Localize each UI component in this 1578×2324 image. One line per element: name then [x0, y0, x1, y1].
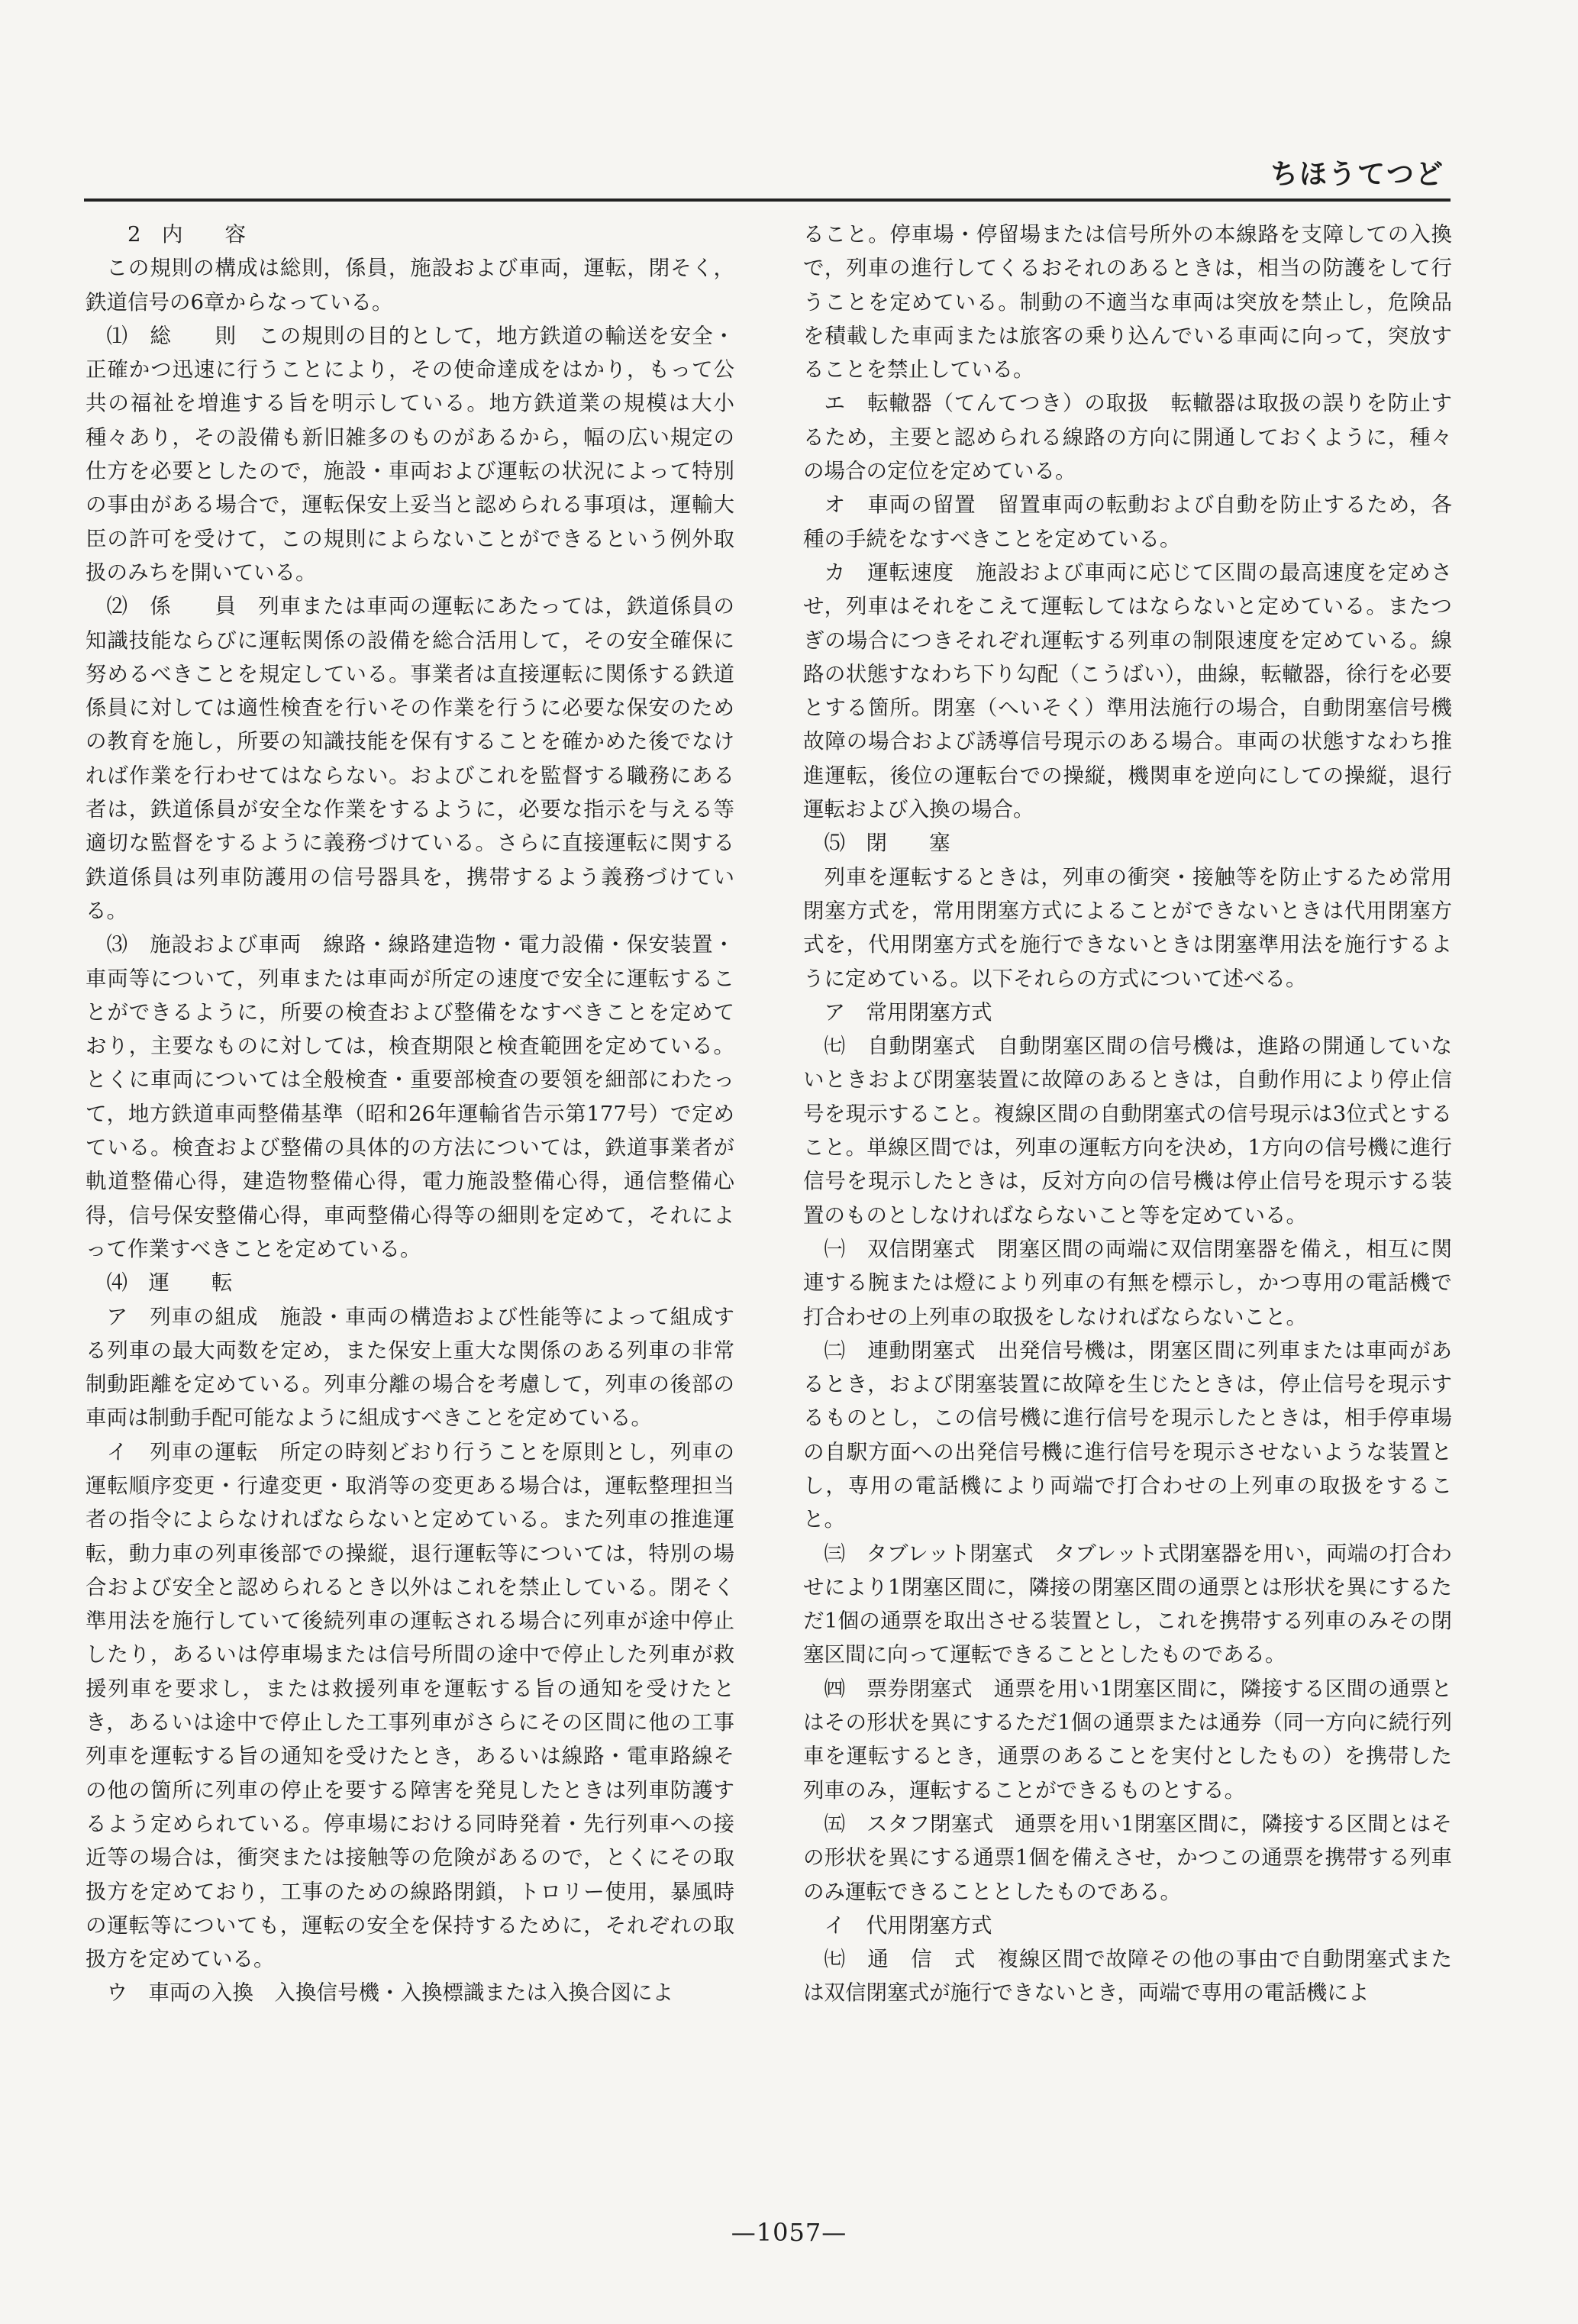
header-title: ちほうてつど — [1270, 158, 1444, 190]
left-column — [86, 218, 734, 2157]
paragraph: ⑴ 総 則 この規則の目的として，地方鉄道の輸送を安全・正確かつ迅速に行うことにより，その使命達成をはかり，もって公共の福祉を増進する旨を明示している。地方鉄道業の規模は大小種々あり，その設備も新旧雑多のものがあるから，幅の広い規定の仕方を必要としたので，施設・車両および運転の状況によって特別の事由がある場合で，運転保安上妥当と認められる事項は，運輸大臣の許可を受けて，この規則によらないことができるという例外取扱のみちを開いている。 — [86, 323, 734, 585]
paragraph: ア 常用閉塞方式 — [824, 999, 992, 1025]
paragraph: オ 車両の留置 留置車両の転動および自動を防止するため，各種の手続をなすべきことを定めている。 — [803, 492, 1452, 551]
running-header — [84, 145, 1451, 202]
paragraph: エ 転轍器（てんてつき）の取扱 転轍器は取扱の誤りを防止するため，主要と認められる線路の方向に開通しておくように，種々の場合の定位を定めている。 — [803, 391, 1452, 484]
paragraph: ること。停車場・停留場または信号所外の本線路を支障しての入換で，列車の進行してくるおそれのあるときは，相当の防護をして行うことを定めている。制動の不適当な車両は突放を禁止し，危険品を積載した車両または旅客の乗り込んでいる車両に向って，突放することを禁止している。 — [803, 222, 1452, 382]
paragraph: カ 運転速度 施設および車両に応じて区間の最高速度を定めさせ，列車はそれをこえて運転してはならないと定めている。またつぎの場合につきそれぞれ運転する列車の制限速度を定めている。線路の状態すなわち下り勾配（こうばい），曲線，転轍器，徐行を必要とする箇所。閉塞（へいそく）準用法施行の場合，自動閉塞信号機故障の場合および誘導信号現示のある場合。車両の状態すなわち推進運転，後位の運転台での操縦，機関車を逆向にしての操縦，退行運転および入換の場合。 — [803, 560, 1452, 822]
paragraph: イ 代用閉塞方式 — [824, 1912, 992, 1938]
paragraph: ⑷ 運 転 — [106, 1270, 233, 1296]
paragraph: この規則の構成は総則，係員，施設および車両，運転，閉そく，鉄道信号の6章からなっている。 — [86, 256, 734, 315]
paragraph: 列車を運転するときは，列車の衝突・接触等を防止するため常用閉塞方式を，常用閉塞方式によることができないときは代用閉塞方式を，代用閉塞方式を施行できないときは閉塞準用法を施行するように定めている。以下それらの方式について述べる。 — [803, 864, 1452, 991]
page-number: —1057— — [731, 2218, 847, 2247]
paragraph: ⑶ 施設および車両 線路・線路建造物・電力設備・保安装置・車両等について，列車または車両が所定の速度で安全に運転することができるように，所要の検査および整備をなすべきことを定めており，主要なものに対しては，検査期限と検査範囲を定めている。とくに車両については全般検査・重要部検査の要領を細部にわたって，地方鉄道車両整備基準（昭和26年運輸省告示第177号）で定めている。検査および整備の具体的の方法については，鉄道事業者が軌道整備心得，建造物整備心得，電力施設整備心得，通信整備心得，信号保安整備心得，車両整備心得等の細則を定めて，それによって作業すべきことを定めている。 — [86, 932, 734, 1261]
paragraph: ⑸ 閉 塞 — [824, 831, 950, 856]
paragraph: ウ 車両の入換 入換信号機・入換標識または入換合図によ — [106, 1980, 673, 2006]
paragraph: ㈢ タブレット閉塞式 タブレット式閉塞器を用い，両端の打合わせにより1閉塞区間に，隣接の閉塞区間の通票とは形状を異にするただ1個の通票を取出させる装置とし，これを携帯する列車のみその閉塞区間に向って運転できることとしたものである。 — [803, 1541, 1452, 1667]
paragraph: ⑵ 係 員 列車または車両の運転にあたっては，鉄道係員の知識技能ならびに運転関係の設備を総合活用して，その安全確保に努めるべきことを規定している。事業者は直接運転に関係する鉄道係員に対しては適性検査を行いその作業を行うに必要な保安のための教育を施し，所要の知識技能を保有することを確かめた後でなければ作業を行わせてはならない。およびこれを監督する職務にある者は，鉄道係員が安全な作業をするように，必要な指示を与える等適切な監督をするように義務づけている。さらに直接運転に関する鉄道係員は列車防護用の信号器具を，携帯するよう義務づけている。 — [86, 594, 734, 923]
paragraph: ア 列車の組成 施設・車両の構造および性能等によって組成する列車の最大両数を定め，また保安上重大な関係のある列車の非常制動距離を定めている。列車分離の場合を考慮して，列車の後部の車両は制動手配可能なように組成すべきことを定めている。 — [86, 1304, 734, 1431]
paragraph: ㈦ 自動閉塞式 自動閉塞区間の信号機は，進路の開通していないときおよび閉塞装置に故障のあるときは，自動作用により停止信号を現示すること。複線区間の自動閉塞式の信号現示は3位式とすること。単線区間では，列車の運転方向を決め，1方向の信号機に進行信号を現示したときは，反対方向の信号機は停止信号を現示する装置のものとしなければならないこと等を定めている。 — [803, 1034, 1452, 1228]
paragraph: ㈠ 双信閉塞式 閉塞区間の両端に双信閉塞器を備え，相互に関連する腕または燈により列車の有無を標示し，かつ専用の電話機で打合わせの上列車の取扱をしなければならないこと。 — [803, 1236, 1452, 1329]
right-column — [803, 218, 1452, 2157]
paragraph: イ 列車の運転 所定の時刻どおり行うことを原則とし，列車の運転順序変更・行違変更・取消等の変更ある場合は，運転整理担当者の指令によらなければならないと定めている。また列車の推進運転，動力車の列車後部での操縦，退行運転等については，特別の場合および安全と認められるとき以外はこれを禁止している。閉そく準用法を施行していて後続列車の運転される場合に列車が途中停止したり，あるいは停車場または信号所間の途中で停止した列車が救援列車を要求し，または救援列車を運転する旨の通知を受けたとき，あるいは途中で停止した工事列車がさらにその区間に他の工事列車を運転する旨の通知を受けたとき，あるいは線路・電車路線その他の箇所に列車の停止を要する障害を発見したときは列車防護するよう定められている。停車場における同時発着・先行列車への接近等の場合は，衝突または接触等の危険があるので，とくにその取扱方を定めており，工事のための線路閉鎖，トロリー使用，暴風時の運転等についても，運転の安全を保持するために，それぞれの取扱方を定めている。 — [86, 1439, 734, 1972]
paragraph: ㈣ 票券閉塞式 通票を用い1閉塞区間に，隣接する区間の通票とはその形状を異にするただ1個の通票または通券（同一方向に続行列車を運転するとき，通票のあることを実付としたもの）を携帯した列車のみ，運転することができるものとする。 — [803, 1676, 1452, 1803]
paragraph: ㈤ スタフ閉塞式 通票を用い1閉塞区間に，隣接する区間とはその形状を異にする通票1個を備えさせ，かつこの通票を携帯する列車のみ運転できることとしたものである。 — [803, 1811, 1452, 1904]
paragraph: ㈡ 連動閉塞式 出発信号機は，閉塞区間に列車または車両があるとき，および閉塞装置に故障を生じたときは，停止信号を現示するものとし，この信号機に進行信号を現示したときは，相手停車場の自駅方面への出発信号機に進行信号を現示させないような装置とし，専用の電話機により両端で打合わせの上列車の取扱をすること。 — [803, 1338, 1452, 1532]
paragraph: 2 内 容 — [127, 222, 246, 247]
paragraph: ㈦ 通 信 式 複線区間で故障その他の事由で自動閉塞式または双信閉塞式が施行できないとき，両端で専用の電話機によ — [803, 1947, 1452, 2006]
